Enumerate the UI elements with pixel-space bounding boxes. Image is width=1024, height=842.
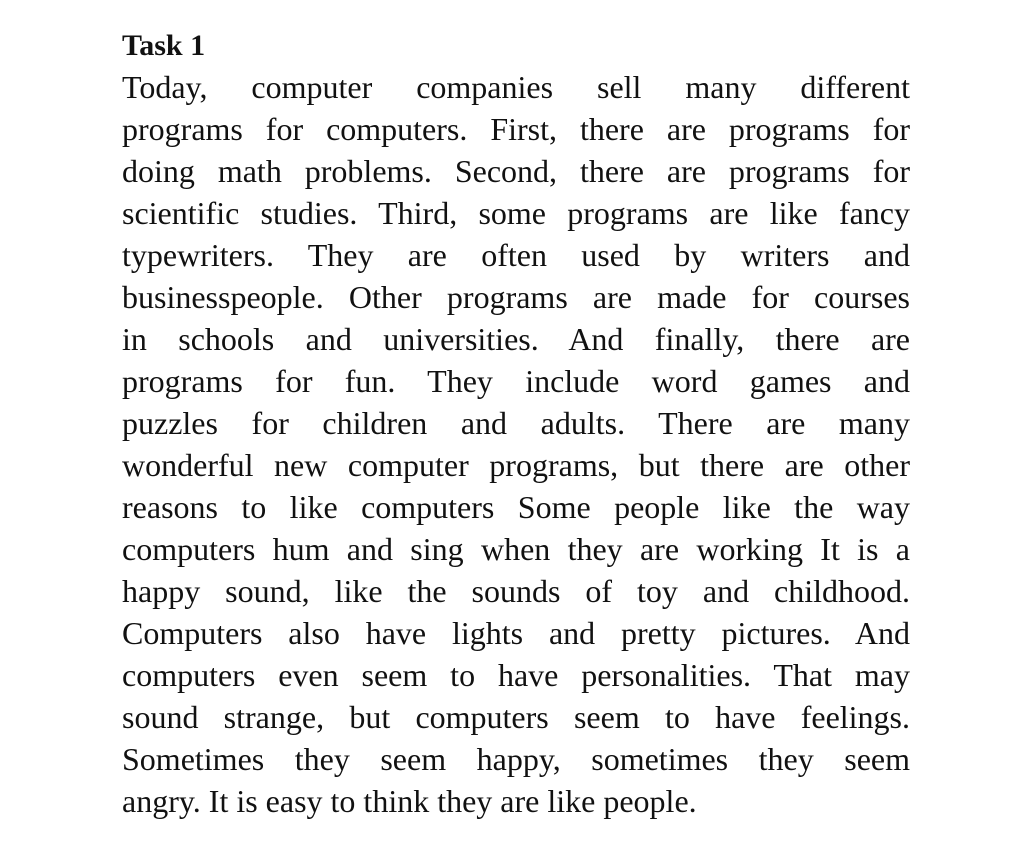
text-line: doing math problems. Second, there are programs for <box>122 153 910 189</box>
text-line: typewriters. They are often used by writers and <box>122 237 910 273</box>
text-line: happy sound, like the sounds of toy and childhood. <box>122 573 910 609</box>
text-line: Sometimes they seem happy, sometimes they seem <box>122 741 910 777</box>
text-line: Today, computer companies sell many different <box>122 69 910 105</box>
text-line: computers even seem to have personalities. That may <box>122 657 910 693</box>
document <box>122 26 910 822</box>
text-line: reasons to like computers Some people like the way <box>122 489 910 525</box>
text-line: in schools and universities. And finally, there are <box>122 321 910 357</box>
text-line: puzzles for children and adults. There are many <box>122 405 910 441</box>
text-line: programs for fun. They include word games and <box>122 363 910 399</box>
text-line: angry. It is easy to think they are like people. <box>122 783 697 819</box>
paragraph <box>122 66 910 822</box>
text-line: computers hum and sing when they are working It is a <box>122 531 910 567</box>
text-line: Computers also have lights and pretty pictures. And <box>122 615 910 651</box>
text-line: sound strange, but computers seem to have feelings. <box>122 699 910 735</box>
text-line: wonderful new computer programs, but there are other <box>122 447 910 483</box>
text-line: scientific studies. Third, some programs are like fancy <box>122 195 910 231</box>
text-line: businesspeople. Other programs are made for courses <box>122 279 910 315</box>
task-title: Task 1 <box>122 29 206 62</box>
text-line: programs for computers. First, there are programs for <box>122 111 910 147</box>
